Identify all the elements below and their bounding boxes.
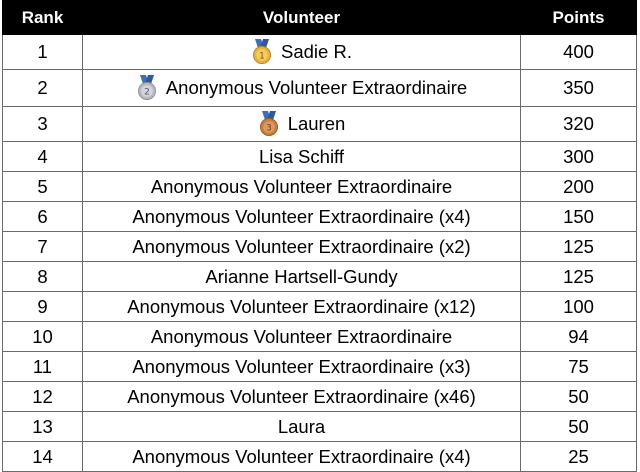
points-cell: 50 [521, 412, 637, 442]
table-row [3, 412, 637, 442]
header-points: Points [521, 1, 637, 35]
points-cell: 125 [521, 262, 637, 292]
volunteer-cell [83, 35, 521, 70]
rank-cell: 6 [3, 202, 83, 232]
gold-medal-icon [251, 39, 273, 65]
table-row [3, 352, 637, 382]
volunteer-content [258, 111, 346, 137]
points-cell: 50 [521, 382, 637, 412]
points-cell: 75 [521, 352, 637, 382]
rank-cell: 11 [3, 352, 83, 382]
table-row [3, 172, 637, 202]
bronze-medal-icon [258, 111, 280, 137]
rank-cell: 9 [3, 292, 83, 322]
rank-cell: 4 [3, 142, 83, 172]
volunteer-cell [83, 107, 521, 142]
table-row [3, 322, 637, 352]
table-row [3, 442, 637, 472]
rank-cell: 7 [3, 232, 83, 262]
volunteer-name: Sadie R. [281, 41, 352, 62]
table-row [3, 202, 637, 232]
volunteer-cell: Anonymous Volunteer Extraordinaire (x2) [83, 232, 521, 262]
volunteer-cell: Anonymous Volunteer Extraordinaire (x12) [83, 292, 521, 322]
table-row [3, 382, 637, 412]
volunteer-cell: Anonymous Volunteer Extraordinaire (x3) [83, 352, 521, 382]
points-cell: 150 [521, 202, 637, 232]
volunteer-cell: Anonymous Volunteer Extraordinaire [83, 172, 521, 202]
table-header [3, 1, 637, 35]
volunteer-name: Lauren [287, 113, 346, 134]
volunteer-cell: Laura [83, 412, 521, 442]
header-rank: Rank [3, 1, 83, 35]
volunteer-cell [83, 70, 521, 107]
table-row [3, 142, 637, 172]
medal-number: 1 [259, 51, 265, 62]
table-row [3, 35, 637, 70]
points-cell: 125 [521, 232, 637, 262]
table-row [3, 70, 637, 107]
points-cell: 25 [521, 442, 637, 472]
table-row [3, 107, 637, 142]
points-cell: 320 [521, 107, 637, 142]
medal-number: 2 [143, 87, 150, 98]
volunteer-content [136, 75, 467, 101]
leaderboard-table [2, 0, 637, 472]
points-cell: 350 [521, 70, 637, 107]
volunteer-content [251, 39, 352, 65]
points-cell: 94 [521, 322, 637, 352]
rank-cell: 2 [3, 70, 83, 107]
header-row [3, 1, 637, 35]
rank-cell: 12 [3, 382, 83, 412]
volunteer-cell: Lisa Schiff [83, 142, 521, 172]
points-cell: 100 [521, 292, 637, 322]
rank-cell: 13 [3, 412, 83, 442]
rank-cell: 1 [3, 35, 83, 70]
table-row [3, 262, 637, 292]
points-cell: 200 [521, 172, 637, 202]
volunteer-cell: Arianne Hartsell-Gundy [83, 262, 521, 292]
rank-cell: 5 [3, 172, 83, 202]
rank-cell: 3 [3, 107, 83, 142]
points-cell: 300 [521, 142, 637, 172]
volunteer-cell: Anonymous Volunteer Extraordinaire (x4) [83, 202, 521, 232]
table-body [3, 35, 637, 472]
volunteer-cell: Anonymous Volunteer Extraordinaire (x46) [83, 382, 521, 412]
volunteer-cell: Anonymous Volunteer Extraordinaire (x4) [83, 442, 521, 472]
table-row [3, 232, 637, 262]
medal-number: 3 [265, 123, 272, 134]
rank-cell: 14 [3, 442, 83, 472]
silver-medal-icon [136, 75, 158, 101]
rank-cell: 8 [3, 262, 83, 292]
rank-cell: 10 [3, 322, 83, 352]
volunteer-cell: Anonymous Volunteer Extraordinaire [83, 322, 521, 352]
volunteer-name: Anonymous Volunteer Extraordinaire [165, 77, 468, 98]
table-row [3, 292, 637, 322]
points-cell: 400 [521, 35, 637, 70]
header-volunteer: Volunteer [83, 1, 521, 35]
